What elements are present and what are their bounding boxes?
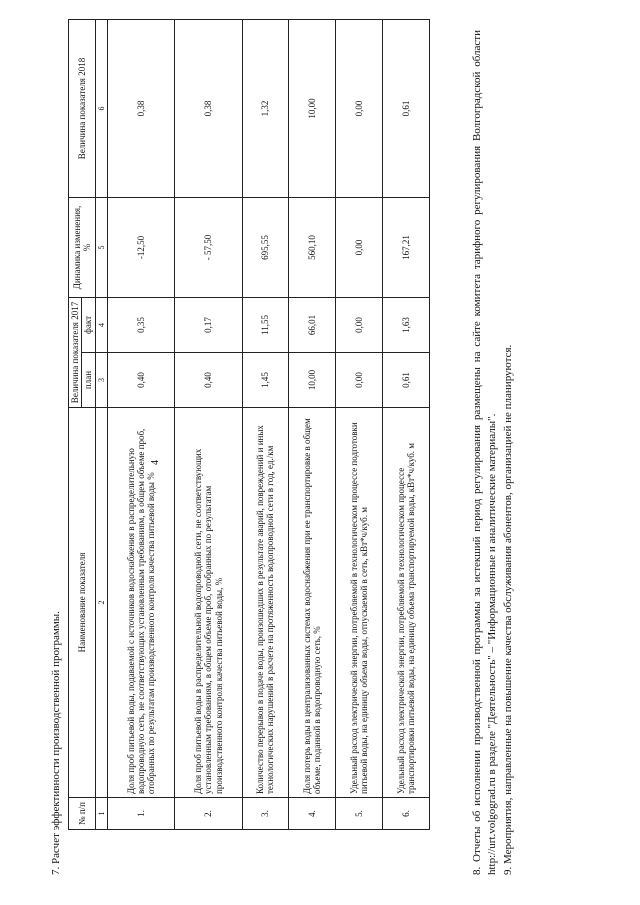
header-dynamics: Динамика изменения, % [69,197,96,297]
table-row [336,19,383,829]
column-index: 5 [95,197,107,297]
row-name: Удельный расход электрической энергии, потребляемой в технологическом процессе подготовки питьевой воды, на единицу объема воды, отпускаемой в сеть, кВт*ч/куб. м [336,408,383,798]
column-index: 2 [95,408,107,798]
column-index-row [95,19,107,829]
table-row [175,19,242,829]
row-plan: 0,61 [383,353,430,408]
table-row [242,19,289,829]
header-num: № п/п [69,798,96,830]
header-fact: факт [82,297,95,352]
row-num: 5. [336,798,383,830]
header-name: Наименование показателя [69,408,96,798]
row-plan: 0,40 [107,353,174,408]
row-fact: 0,17 [175,297,242,352]
column-index: 1 [95,798,107,830]
row-fact: 11,55 [242,297,289,352]
notes-section [470,30,517,875]
column-index: 6 [95,19,107,197]
note-9-measures: 9. Мероприятия, направленные на повышение качества обслуживания абонентов, организацией не планируются. [501,344,514,875]
row-dynamics: 167,21 [383,197,430,297]
row-name: Доля проб питьевой воды в распределительной водопроводной сети, не соответствующих установленным требованиям, в общем объеме проб, отобранных по результатам производственного контроля качества питьевой воды, % [175,408,242,798]
row-value-2018: 0,38 [175,19,242,197]
row-fact: 0,00 [336,297,383,352]
row-plan: 0,40 [175,353,242,408]
row-fact: 66,01 [289,297,336,352]
page-number: 4 [150,460,161,465]
row-value-2018: 0,61 [383,19,430,197]
row-dynamics: -12,50 [107,197,174,297]
column-index: 3 [95,353,107,408]
header-plan: план [82,353,95,408]
efficiency-table [68,19,430,830]
row-value-2018: 0,00 [336,19,383,197]
row-dynamics: - 57,50 [175,197,242,297]
row-num: 4. [289,798,336,830]
header-value-2018: Величина показателя 2018 [69,19,96,197]
row-value-2018: 1,32 [242,19,289,197]
row-fact: 1,63 [383,297,430,352]
row-plan: 10,00 [289,353,336,408]
row-value-2018: 0,38 [107,19,174,197]
row-plan: 1,45 [242,353,289,408]
table-row [289,19,336,829]
note-8-reports: 8. Отчеты об исполнении производственной программы за истекший период регулирования размещены на сайте комитета тарифного регулирования Волгоградской области http://urt.volgograd.ru в разделе "Деятельность" – "Информационные и аналитические материалы". [471,30,498,875]
row-num: 6. [383,798,430,830]
row-name: Количество перерывов в подаче воды, произошедших в результате аварий, повреждений и иных технологических нарушений в расчете на протяженность водопроводной сети в год, ед./км [242,408,289,798]
row-num: 3. [242,798,289,830]
row-dynamics: 695,55 [242,197,289,297]
row-num: 1. [107,798,174,830]
row-name: Удельный расход электрической энергии, потребляемой в технологическом процессе транспортировки питьевой воды, на единицу объема транспортируемой воды, кВт*ч/куб. м [383,408,430,798]
section-7-title: 7. Расчет эффективности производственной программы. [50,611,62,875]
column-index: 4 [95,297,107,352]
row-fact: 0,35 [107,297,174,352]
row-name: Доля потерь воды в централизованных системах водоснабжения при ее транспортировке в общем объеме, поданной в водопроводную сеть, % [289,408,336,798]
row-dynamics: 0,00 [336,197,383,297]
table-row [107,19,174,829]
table-row [383,19,430,829]
row-dynamics: 560,10 [289,197,336,297]
row-plan: 0,00 [336,353,383,408]
table-header-row [69,19,82,829]
row-num: 2. [175,798,242,830]
header-value-2017: Величина показателя 2017 [69,297,82,407]
row-value-2018: 10,00 [289,19,336,197]
row-name: Доля проб питьевой воды, подаваемой с источников водоснабжения в распределительную водопроводную сеть, не соответствующих установленным требованиям, в общем объеме проб, отобранных по результатам производственного контроля качества питьевой воды % [107,408,174,798]
